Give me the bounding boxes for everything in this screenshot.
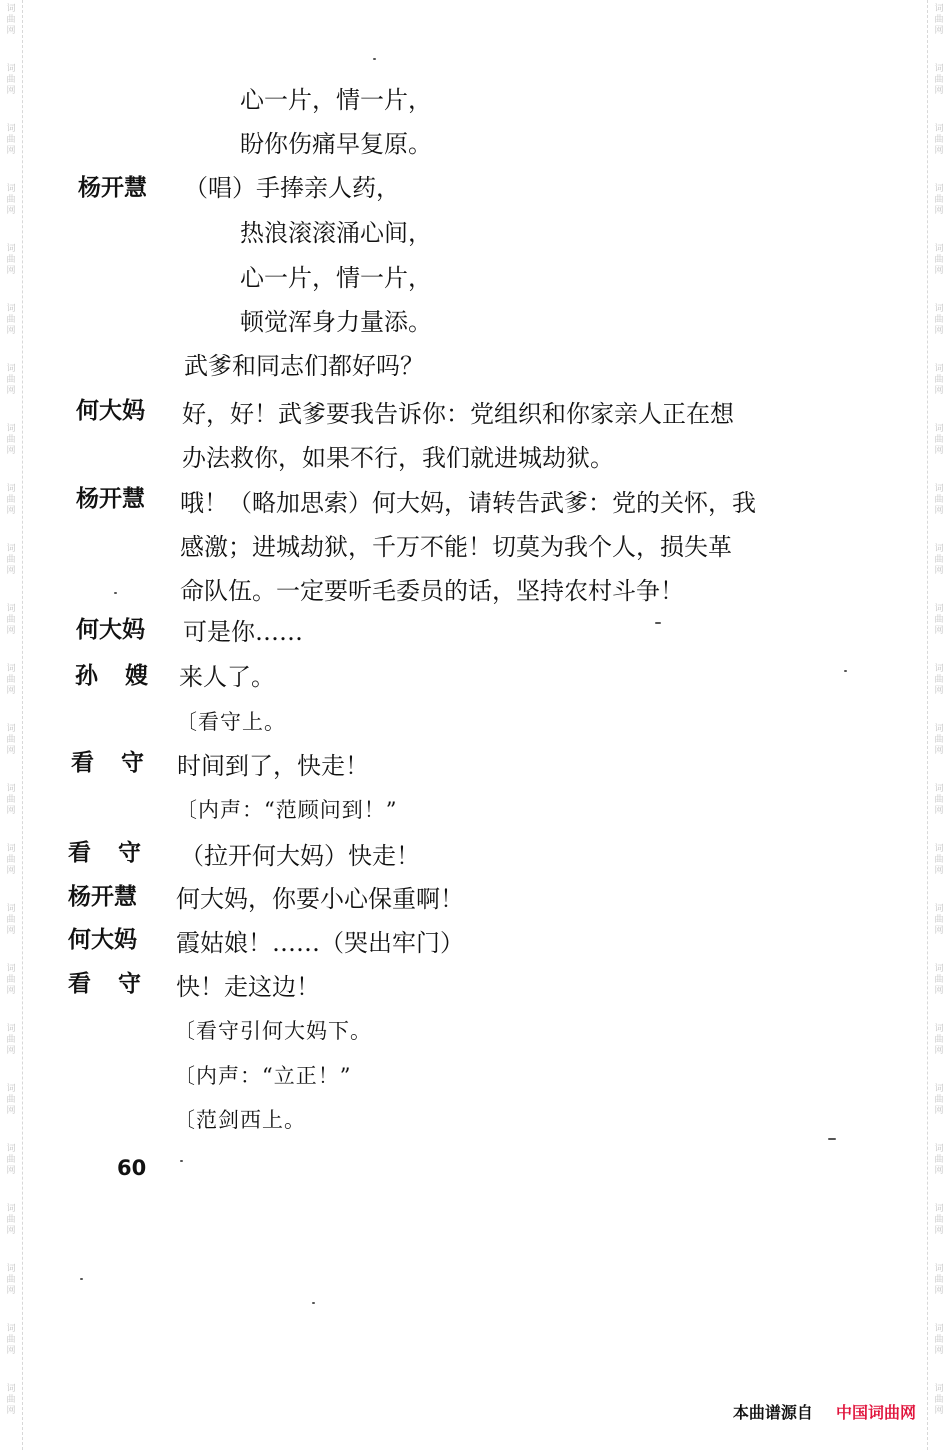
- margin-watermark: 词 曲 网: [6, 964, 16, 996]
- stage-direction: 〔看守引何大妈下。: [174, 1019, 372, 1043]
- margin-watermark: 词 曲 网: [934, 1264, 944, 1296]
- margin-watermark: 词 曲 网: [934, 1324, 944, 1356]
- margin-watermark: 词 曲 网: [934, 544, 944, 576]
- margin-watermark: 词 曲 网: [6, 64, 16, 96]
- margin-watermark: 词 曲 网: [6, 244, 16, 276]
- stage-direction: 〔内声：“范顾问到！”: [176, 798, 398, 822]
- margin-watermark: 词 曲 网: [6, 184, 16, 216]
- page-number: 60: [117, 1156, 147, 1180]
- source-footer: [733, 1400, 916, 1423]
- margin-watermark: 词 曲 网: [934, 784, 944, 816]
- dialogue-line: 可是你……: [183, 618, 303, 646]
- margin-watermark: 词 曲 网: [934, 1084, 944, 1116]
- dialogue-line: 快！走这边！: [176, 973, 320, 1001]
- speaker-name: 孙 嫂: [75, 663, 150, 689]
- stage-direction: 〔内声：“立正！”: [174, 1064, 352, 1088]
- margin-watermark: 词 曲 网: [6, 904, 16, 936]
- dialogue-line: 命队伍。一定要听毛委员的话，坚持农村斗争！: [180, 577, 684, 605]
- margin-watermark: 词 曲 网: [934, 244, 944, 276]
- speaker-name: 杨开慧: [78, 175, 147, 201]
- margin-watermark: 词 曲 网: [6, 1084, 16, 1116]
- margin-watermark: 词 曲 网: [6, 544, 16, 576]
- verse-line: 盼你伤痛早复原。: [240, 130, 432, 158]
- scan-speck: [114, 592, 117, 594]
- stage-direction: 〔范剑西上。: [174, 1108, 306, 1132]
- margin-watermark: 词 曲 网: [934, 904, 944, 936]
- stage-direction: 〔看守上。: [176, 710, 286, 734]
- margin-watermark: 词 曲 网: [934, 664, 944, 696]
- margin-watermark: 词 曲 网: [934, 304, 944, 336]
- margin-watermark: 词 曲 网: [934, 604, 944, 636]
- margin-watermark: 词 曲 网: [6, 724, 16, 756]
- margin-watermark: 词 曲 网: [6, 124, 16, 156]
- scan-speck: [180, 1160, 183, 1162]
- dialogue-line: 办法救你，如果不行，我们就进城劫狱。: [182, 444, 614, 472]
- dialogue-line: 武爹和同志们都好吗？: [184, 352, 424, 380]
- speaker-name: 何大妈: [76, 398, 145, 424]
- scan-speck: [844, 670, 847, 672]
- margin-watermark: 词 曲 网: [934, 184, 944, 216]
- margin-watermark: 词 曲 网: [6, 304, 16, 336]
- margin-watermark: 词 曲 网: [6, 1144, 16, 1176]
- margin-watermark: 词 曲 网: [934, 64, 944, 96]
- dialogue-line: 何大妈，你要小心保重啊！: [176, 885, 464, 913]
- margin-watermark: 词 曲 网: [6, 1384, 16, 1416]
- margin-watermark: 词 曲 网: [934, 1204, 944, 1236]
- scan-speck: [80, 1278, 83, 1280]
- margin-watermark: 词 曲 网: [6, 844, 16, 876]
- scan-speck: [655, 622, 661, 624]
- margin-watermark: 词 曲 网: [934, 964, 944, 996]
- dialogue-line: 时间到了，快走！: [177, 752, 369, 780]
- margin-watermark: 词 曲 网: [6, 1264, 16, 1296]
- dialogue-line: （唱）手捧亲人药，: [184, 174, 400, 202]
- margin-watermark: 词 曲 网: [6, 1324, 16, 1356]
- scan-speck: [312, 1302, 315, 1304]
- scan-speck: [373, 58, 376, 60]
- scan-speck: [828, 1138, 836, 1140]
- margin-watermark: 词 曲 网: [934, 424, 944, 456]
- margin-watermark: 词 曲 网: [6, 484, 16, 516]
- speaker-name: 看 守: [71, 750, 146, 776]
- margin-watermark: 词 曲 网: [6, 664, 16, 696]
- margin-watermark: 词 曲 网: [6, 1024, 16, 1056]
- speaker-name: 看 守: [68, 971, 143, 997]
- dialogue-line: 哦！（略加思索）何大妈，请转告武爹：党的关怀，我: [180, 489, 756, 517]
- verse-line: 心一片，情一片，: [240, 86, 432, 114]
- dialogue-line: 感激；进城劫狱，千万不能！切莫为我个人，损失革: [180, 533, 732, 561]
- margin-watermark: 词 曲 网: [6, 364, 16, 396]
- speaker-name: 杨开慧: [76, 486, 145, 512]
- site-link[interactable]: 中国词曲网: [835, 1403, 916, 1422]
- dialogue-line: 好，好！武爹要我告诉你：党组织和你家亲人正在想: [182, 400, 734, 428]
- margin-watermark: 词 曲 网: [934, 1384, 944, 1416]
- dialogue-line: 来人了。: [179, 663, 275, 691]
- speaker-name: 何大妈: [76, 617, 145, 643]
- verse-line: 顿觉浑身力量添。: [240, 308, 432, 336]
- margin-watermark: 词 曲 网: [6, 4, 16, 36]
- margin-watermark: 词 曲 网: [6, 424, 16, 456]
- margin-watermark: 词 曲 网: [6, 604, 16, 636]
- verse-line: 热浪滚滚涌心间，: [240, 219, 432, 247]
- margin-watermark: 词 曲 网: [6, 784, 16, 816]
- speaker-name: 看 守: [68, 840, 143, 866]
- margin-watermark: 词 曲 网: [6, 1204, 16, 1236]
- source-label: 本曲谱源自: [732, 1403, 813, 1422]
- speaker-name: 何大妈: [68, 927, 137, 953]
- margin-watermark: 词 曲 网: [934, 364, 944, 396]
- margin-watermark: 词 曲 网: [934, 1144, 944, 1176]
- speaker-name: 杨开慧: [68, 884, 137, 910]
- margin-watermark: 词 曲 网: [934, 724, 944, 756]
- dialogue-line: 霞姑娘！……（哭出牢门）: [176, 929, 464, 957]
- margin-watermark: 词 曲 网: [934, 4, 944, 36]
- margin-watermark: 词 曲 网: [934, 124, 944, 156]
- verse-line: 心一片，情一片，: [240, 264, 432, 292]
- margin-watermark: 词 曲 网: [934, 484, 944, 516]
- margin-watermark: 词 曲 网: [934, 1024, 944, 1056]
- dialogue-line: （拉开何大妈）快走！: [180, 842, 420, 870]
- margin-watermark: 词 曲 网: [934, 844, 944, 876]
